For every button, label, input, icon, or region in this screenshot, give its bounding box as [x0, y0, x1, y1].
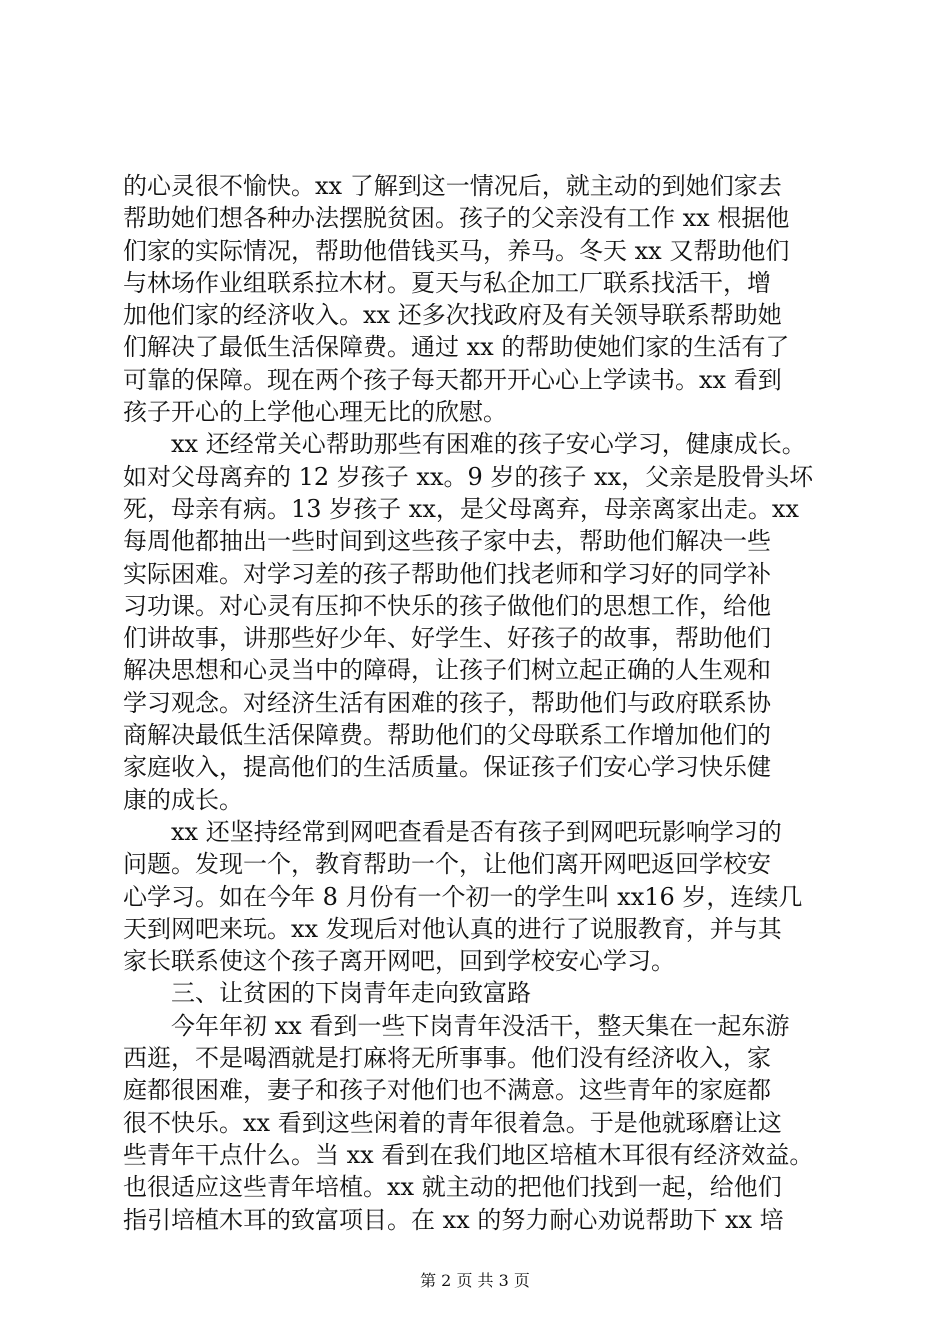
- text-line: xx 还经常关心帮助那些有困难的孩子安心学习，健康成长。: [123, 430, 806, 459]
- text-line: 西逛，不是喝酒就是打麻将无所事事。他们没有经济收入，家: [123, 1044, 771, 1073]
- text-line: 今年年初 xx 看到一些下岗青年没活干，整天集在一起东游: [123, 1011, 790, 1040]
- text-line: 家长联系使这个孩子离开网吧，回到学校安心学习。: [123, 947, 675, 976]
- text-line: 每周他都抽出一些时间到这些孩子家中去，帮助他们解决一些: [123, 527, 771, 556]
- text-line: 实际困难。对学习差的孩子帮助他们找老师和学习好的同学补: [123, 559, 771, 588]
- text-line: 可靠的保障。现在两个孩子每天都开开心心上学读书。xx 看到: [123, 365, 782, 394]
- text-line: 死，母亲有病。13 岁孩子 xx，是父母离弃，母亲离家出走。xx: [123, 494, 799, 523]
- text-line: 解决思想和心灵当中的障碍，让孩子们树立起正确的人生观和: [123, 656, 771, 685]
- text-line: 康的成长。: [123, 785, 243, 814]
- text-line: 心学习。如在今年 8 月份有一个初一的学生叫 xx16 岁，连续几: [123, 882, 803, 911]
- text-line: 很不快乐。xx 看到这些闲着的青年很着急。于是他就琢磨让这: [123, 1108, 782, 1137]
- text-line: 指引培植木耳的致富项目。在 xx 的努力耐心劝说帮助下 xx 培: [123, 1205, 784, 1234]
- text-line: 家庭收入，提高他们的生活质量。保证孩子们安心学习快乐健: [123, 753, 771, 782]
- text-line: 商解决最低生活保障费。帮助他们的父母联系工作增加他们的: [123, 721, 771, 750]
- text-line: 庭都很困难，妻子和孩子对他们也不满意。这些青年的家庭都: [123, 1076, 771, 1105]
- text-line: 们解决了最低生活保障费。通过 xx 的帮助使她们家的生活有了: [123, 333, 790, 362]
- text-line: 习功课。对心灵有压抑不快乐的孩子做他们的思想工作，给他: [123, 591, 771, 620]
- text-line: 天到网吧来玩。xx 发现后对他认真的进行了说服教育，并与其: [123, 914, 782, 943]
- text-line: 孩子开心的上学他心理无比的欣慰。: [123, 398, 507, 427]
- text-line: xx 还坚持经常到网吧查看是否有孩子到网吧玩影响学习的: [123, 817, 782, 846]
- text-line: 与林场作业组联系拉木材。夏天与私企加工厂联系找活干，增: [123, 268, 771, 297]
- text-line: 如对父母离弃的 12 岁孩子 xx。9 岁的孩子 xx，父亲是股骨头坏: [123, 462, 814, 491]
- text-line: 学习观念。对经济生活有困难的孩子，帮助他们与政府联系协: [123, 688, 771, 717]
- text-line: 们家的实际情况，帮助他借钱买马，养马。冬天 xx 又帮助他们: [123, 236, 790, 265]
- page-footer: 第 2 页 共 3 页: [420, 1271, 530, 1290]
- text-line: 帮助她们想各种办法摆脱贫困。孩子的父亲没有工作 xx 根据他: [123, 204, 790, 233]
- text-line: 问题。发现一个，教育帮助一个，让他们离开网吧返回学校安: [123, 850, 771, 879]
- body-text: [123, 170, 843, 1236]
- text-line: 些青年干点什么。当 xx 看到在我们地区培植木耳很有经济效益。: [123, 1140, 814, 1169]
- text-line: 的心灵很不愉快。xx 了解到这一情况后，就主动的到她们家去: [123, 172, 782, 200]
- text-line: 也很适应这些青年培植。xx 就主动的把他们找到一起，给他们: [123, 1173, 782, 1202]
- text-line: 加他们家的经济收入。xx 还多次找政府及有关领导联系帮助她: [123, 301, 782, 330]
- text-line: 们讲故事，讲那些好少年、好学生、好孩子的故事，帮助他们: [123, 624, 771, 653]
- text-line: 三、让贫困的下岗青年走向致富路: [123, 979, 531, 1008]
